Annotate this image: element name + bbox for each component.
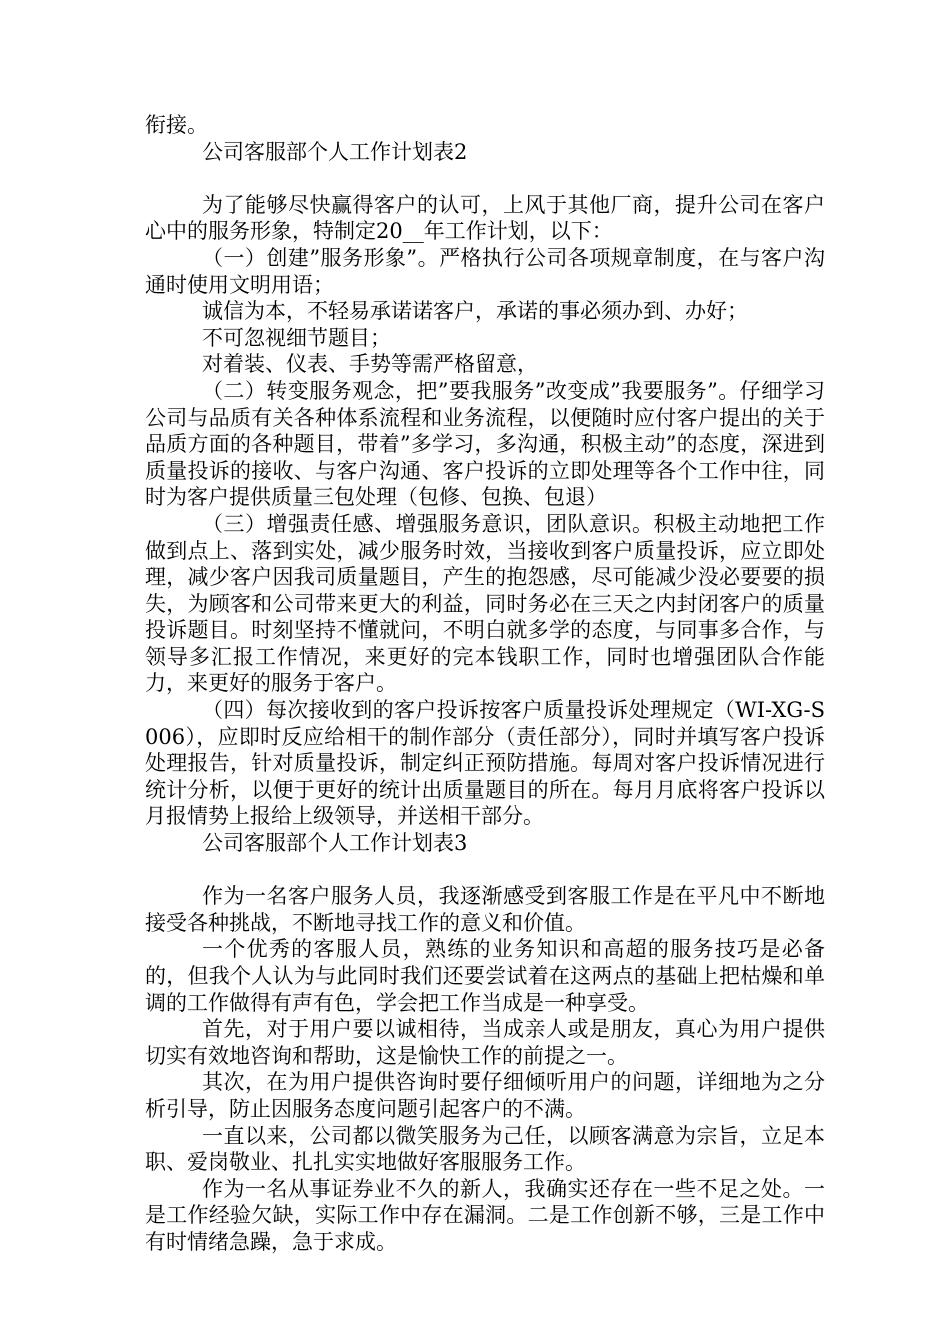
paragraph: （一）创建”服务形象”。严格执行公司各项规章制度，在与客户沟通时使用文明用语； [145,245,825,297]
blank-line [145,165,825,192]
paragraph: 一直以来，公司都以微笑服务为己任，以顾客满意为宗旨，立足本职、爱岗敬业、扎扎实实地做好客服服务工作。 [145,1123,825,1175]
paragraph: （四）每次接收到的客户投诉按客户质量投诉处理规定（WI-XG-S006），应即时反应给相干的制作部分（责任部分），同时并填写客户投诉处理报告，针对质量投诉，制定纠正预防措施。每周对客户投诉情况进行统计分析，以便于更好的统计出质量题目的所在。每月月底将客户投诉以月报情势上报给上级领导，并送相干部分。 [145,698,825,829]
paragraph: 衔接。 [145,113,208,137]
paragraph: 诚信为本，不轻易承诺诺客户，承诺的事必须办到、办好； [202,299,748,324]
section-heading: 公司客服部个人工作计划表2 [202,139,468,164]
paragraph: （二）转变服务观念，把”要我服务”改变成”我要服务”。仔细学习公司与品质有关各种体系流程和业务流程，以便随时应付客户提出的关于品质方面的各种题目，带着”多学习，多沟通，积极主动”的态度，深进到质量投诉的接收、与客户沟通、客户投诉的立即处理等各个工作中往，同时为客户提供质量三包处理（包修、包换、包退） [145,378,825,510]
paragraph: 一个优秀的客服人员，熟练的业务知识和高超的服务技巧是必备的，但我个人认为与此同时我们还要尝试着在这两点的基础上把枯燥和单调的工作做得有声有色，学会把工作当成是一种享受。 [145,937,825,1015]
section-heading: 公司客服部个人工作计划表3 [202,831,468,856]
paragraph: 其次，在为用户提供咨询时要仔细倾听用户的问题，详细地为之分析引导，防止因服务态度问题引起客户的不满。 [145,1070,825,1121]
blank-line [145,857,825,884]
paragraph: 对着装、仪表、手势等需严格留意， [202,352,538,377]
paragraph: 作为一名从事证券业不久的新人，我确实还存在一些不足之处。一是工作经验欠缺，实际工作中存在漏洞。二是工作创新不够，三是工作中有时情绪急躁，急于求成。 [145,1176,825,1254]
paragraph: 首先，对于用户要以诚相待，当成亲人或是朋友，真心为用户提供切实有效地咨询和帮助，这是愉快工作的前提之一。 [145,1017,825,1068]
paragraph: （三）增强责任感、增强服务意识，团队意识。积极主动地把工作做到点上、落到实处，减少服务时效，当接收到客户质量投诉，应立即处理，减少客户因我司质量题目，产生的抱怨感，尽可能减少没必要要的损失，为顾客和公司带来更大的利益，同时务必在三天之内封闭客户的质量投诉题目。时刻坚持不懂就问，不明白就多学的态度，与同事多合作，与领导多汇报工作情况，来更好的完本钱职工作，同时也增强团队合作能力，来更好的服务于客户。 [145,511,825,696]
paragraph: 为了能够尽快赢得客户的认可，上风于其他厂商，提升公司在客户心中的服务形象，特制定20__年工作计划，以下： [145,192,825,244]
paragraph: 不可忽视细节题目； [202,325,391,350]
paragraph: 作为一名客户服务人员，我逐渐感受到客服工作是在平凡中不断地接受各种挑战，不断地寻找工作的意义和价值。 [145,884,825,935]
document-page [145,112,825,1256]
